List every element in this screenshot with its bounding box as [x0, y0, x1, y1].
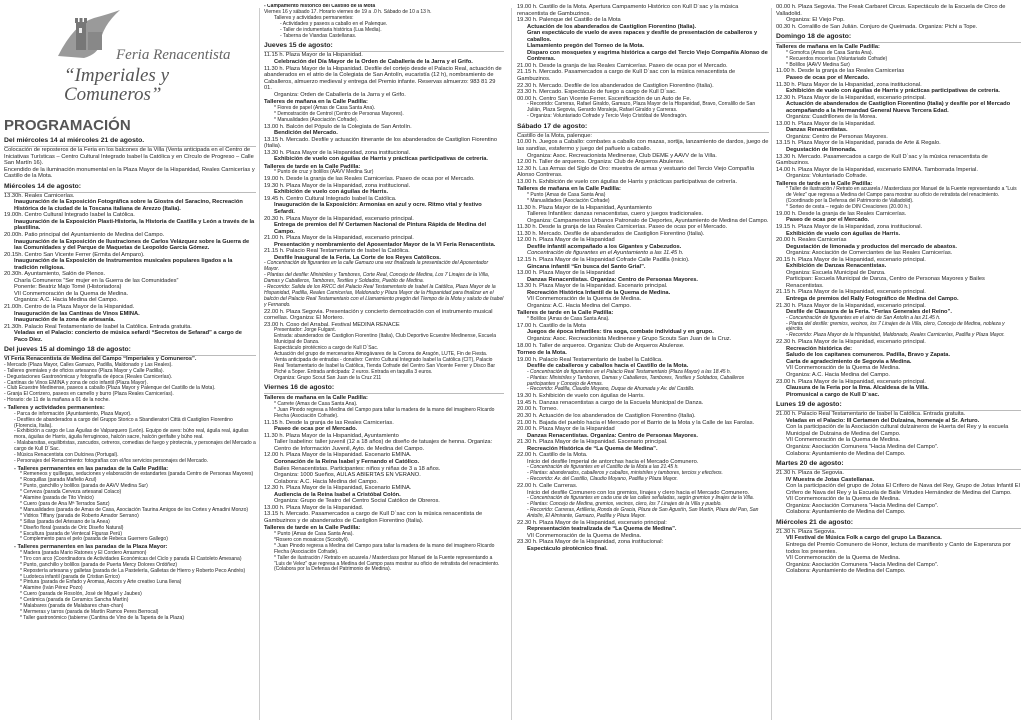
program-entry: 21.30 h. Plaza de Segovia.	[776, 470, 844, 477]
program-entry: 21.30 h. Plaza Mayor de la Hispanidad, escenario principal.	[776, 302, 926, 309]
program-entry: 22.00 h. Castillo de la Mota.	[517, 452, 588, 459]
program-entry: - Taberna de Viandas Castellanas.	[280, 32, 357, 39]
program-entry: 21.00 h. Palacio Real Testamentario de Isabel la Católica. Entrada gratuita.	[776, 411, 966, 418]
program-entry: Inauguración de la Exposición de Ilustraciones de Carlos Velázquez sobre la Guerra de las Comunidades y del Parque de Maquetas de Leopoldo García Gómez.	[14, 238, 250, 252]
program-entry: Colabora: Ayuntamiento de Medina del Campo.	[786, 509, 906, 516]
program-entry: * Vidrios Tiffany (parada de Roberto Amador Serrano)	[20, 512, 139, 519]
program-entry: - Plantas del desfile: Ministriles y Tambores, Corte Real, Concejo de Medina, Los 7 Linajes de la Villa, Damas y Caballeros, Tambores, Textiles y Soldados, Pueblo de Medina.	[264, 272, 490, 285]
program-entry: Gincana infantil “En busca del Santo Grial”.	[527, 263, 646, 270]
program-entry: Talleres de mañana en la Calle Padilla:	[264, 99, 368, 106]
program-entry: * Punto de cruz y bolillos (AAVV Medina Sur)	[274, 169, 374, 176]
program-title: PROGRAMACIÓN	[4, 117, 131, 134]
program-entry: Venta anticipada de entradas - donativo: Centro Cultural Integrado Isabel la Católica (CIT), Palacio Real Testamentario de Isabel la Católica, Tienda Cofrade del Centro San Vicente Ferrer y Disco Bar Piché a 5oper. Entrada anticipada: 2 euros. Entrada en taquilla 3 euros.	[274, 356, 496, 375]
program-entries	[264, 4, 504, 573]
program-entry: Bendición del Mercado.	[274, 130, 338, 137]
program-entry: * Madera (parada Mario Ratones y El Cordero Arrasmon)	[20, 549, 147, 556]
program-entry: Exhibición de Danzas Renacentistas.	[786, 263, 887, 270]
program-entry: - Concentración de figurantes en cada una de las calles señaladas, según gremios y linajes de la Villa.	[527, 495, 754, 502]
program-entry: * Juan Pinodo regresa a Medina del Campo para tallar la madera de la mano del imaginero Ricardo Flecha (Asociación Cofrade).	[274, 406, 495, 419]
program-entry: - Talleres permanentes en las paradas de la Calle Padilla:	[14, 465, 169, 472]
column-divider	[511, 8, 512, 720]
program-entry: Disparo con mosquetes y esgrima histórica a cargo del Tercio Viejo Compañía Alonso de Contreras.	[527, 49, 768, 63]
program-entry: - Recorrido: Plaza Mayor de la Hispanidad, Maldonado, Reales Carnicerías, Padilla y Plaza Mayor.	[786, 332, 1005, 339]
program-entry: Inauguración de las Cantinas de Vinos EMINA.	[14, 310, 140, 317]
program-entry: Talleres de tarde en la Calle Padilla:	[264, 525, 361, 532]
program-entry: 17.00 h. Castillo de la Mota	[517, 322, 586, 329]
program-entry: 22.00 h. Plaza Segovia. Presentación y concierto demostración con el instrumento musical cornellas. Organiza: El Mortero.	[264, 308, 493, 322]
program-entry: * Complemento para el pelo (parada de Rebeca Guerrero Gallego)	[20, 536, 168, 543]
program-entry: * Demostración de Centrol (Centro de Personas Mayores).	[274, 110, 404, 117]
program-entry: Talleres de tarde en la Calle Padilla:	[264, 163, 361, 170]
program-entry: 11.30 h. Desde la granja de las Reales Carnicerías. Paseo de ocas por el Mercado.	[517, 224, 728, 231]
program-entry: - Concentración de figurantes en el Palacio Real Testamentario (Plaza Mayor) a las 18.45 h.	[527, 368, 732, 375]
program-entry: VII Conmemoración de la Quema de Medina.	[786, 365, 901, 372]
program-entry: Talleres de mañana en la Calle Padilla:	[264, 395, 368, 402]
program-entry: 19.00 h. Palacio Real Testamentario de Isabel la Católica.	[517, 356, 663, 363]
fair-logo	[4, 4, 256, 112]
program-entry: - Planta del desfile: gremios, vecinos, los 7 Linajes de la Villa, clero, Concejo de Medina, nobleza y ejército.	[786, 320, 1005, 333]
program-entry: 11.15 h. Plaza Mayor de la Hispanidad.	[264, 52, 363, 59]
program-entry: Con la participación de la Asociación cultural dulzaineros de Huerta del Rey y la escuela Municipal de Dulzaina de Medina del Campo.	[786, 424, 1009, 437]
program-entry: 21.30 h. Plaza Segovia.	[776, 528, 837, 535]
program-entry: 22.00 h. Calle Carreras.	[517, 483, 578, 490]
program-entry: - Club Ecuestre Medinense, paseos a caballo (Plaza Mayor y Palenque del Castillo de la Mota).	[4, 385, 216, 392]
program-entry: - Parca de información (Ayuntamiento, Plaza Mayor).	[14, 410, 132, 417]
program-entry: * Taller de ilustración / Retrato en acuarela / Masterclass por Manuel de la Fuente representando a “Luis de Velez” que regresa a Medina del Campo para mostrar su oficio de retratista del renacimiento. (Coordinado por la Defensa del Patrimonio de Valladolid).	[786, 186, 1017, 205]
program-entry: 23.30 h. Mercado. Espectáculo de fuego a cargo de Kull D´sac.	[517, 89, 677, 96]
program-entry: Desfile de Clausura de la Feria. “Ferias Generales del Reino”.	[786, 309, 952, 316]
program-entry: Participan: Escuela Municipal de Danza, Centro de Personas Mayores y Bailes Renacentistas.	[786, 276, 985, 289]
program-entry: Entrega de premios del Rally Fotográfico de Medina del Campo.	[786, 296, 959, 303]
program-entry: Talleres de mañana en la Calle Padilla:	[776, 44, 880, 51]
program-entry: * Mermeras y tarros (parada de Martín Ramos Peres Berrocal)	[20, 608, 159, 615]
day-heading: Jueves 15 de agosto:	[264, 42, 504, 52]
program-entry: VII Conmemoración de la Quema de Medina.	[786, 496, 901, 503]
day-heading: Miércoles 14 de agosto:	[4, 183, 256, 193]
program-entry: Clausura de la Feria por la Ilma. Alcaldesa de la Villa.	[786, 385, 929, 392]
program-entry: 22.30 h. Plaza Mayor de la Hispanidad, escenario principal:	[517, 519, 667, 526]
program-entry: * Carrete (Amas de Casa Santa Ana).	[274, 400, 358, 407]
program-entry: Recreación Histórica Infantil de la Quema de Medina.	[527, 289, 671, 296]
program-entry: 19.00 h. Desde la granja de las Reales Carnicerías. Paseo de ocas por el Mercado.	[264, 176, 475, 183]
program-entry: * Punto (Amas de Casa Santa Ana).	[274, 530, 354, 537]
program-entry: Veladas en el Palacio: III Certamen del Dulzaina, homenaje al Sr. Arturo.	[786, 417, 980, 424]
program-entry: * Recuerdos mocerías (Voluntariado Cofrade)	[786, 55, 888, 62]
program-entry: - Recorrido: Av. del Castillo, Claudio Moyano, Padilla y Plaza Mayor.	[527, 476, 678, 483]
program-entry: * Cerveza (parada Cerveza artesanal Colaco)	[20, 489, 122, 496]
program-entry: - Talleres permanentes en las paradas de la Plaza Mayor:	[14, 544, 168, 551]
program-entry: * Ludoteca infantil (parada de Cristian Errico)	[20, 573, 120, 580]
program-entry: VII Conmemoración de la Quema de Medina.	[14, 290, 129, 297]
program-entry: Colabora: Ayuntamiento de Medina del Campo.	[786, 450, 906, 457]
program-entry: 13.00 h. Plaza Mayor de la Hispanidad.	[776, 120, 876, 127]
program-entry: Paseo de ocas por el Mercado.	[786, 217, 870, 224]
program-entry: 20.00 h. Reales Carnicerías	[776, 237, 847, 244]
column-divider	[771, 8, 772, 720]
program-entry: Actuación de abanderados de Castiglion Fiorentino (Italia) y desfile por el Mercado acompañando a la Hermandad General Nueva Tercera Edad.	[786, 101, 1011, 114]
program-entry: 19.00 h. Castillo de la Mota. Apertura Campamento Histórico con Kull D´sac y la música renacentista de Gambuzinos.	[517, 4, 739, 17]
program-entry: 23.30 h. Plaza Mayor de la Hispanidad, zona institucional:	[517, 539, 664, 546]
program-entry: VII Conmemoración de la Quema de Medina.	[786, 437, 901, 444]
program-entry: * Alamine (parada de Tito Vinicio)	[20, 495, 94, 502]
program-column-2	[264, 4, 504, 724]
program-entry: 11.30 h. Plaza Mayor de la Hispanidad, zona institucional.	[776, 81, 922, 88]
program-entry: 00.00 h. Plaza Segovia. The Freak Carbaret Circus. Espectáculo de la Escuela de Circo de Valladolid.	[776, 4, 1006, 17]
program-entry: - Música Renacentista con Dulcinea (Portugal).	[14, 452, 119, 459]
program-entry: - Exhibición a cargo de Las Águilas de Valparquero (León). Equipo de aves: búho real, águila real, águilas mora, águilas de Harris, águila ferruginoso, halcón sacre, halcón gerifalte y búho real.	[14, 428, 249, 441]
program-entry: Charla Comuneros “Ser mujer en la Guerra de las Comunidades”	[14, 277, 179, 284]
program-entry: Actuación del grupo de mercenarios Almogávares de la Corona de Aragón, LUTE, Fin de Fiesta.	[274, 350, 488, 357]
program-entry: Organiza: A.C. Hacia Medina del Campo.	[527, 302, 632, 309]
program-entry: - Talleres y actividades permanentes:	[4, 405, 105, 412]
program-entry: Talleres de tarde en la Calle Padilla:	[517, 310, 614, 317]
program-entry: 20.00h. Patio principal del Ayuntamiento de Medina del Campo.	[4, 232, 165, 239]
program-entry: Espectáculo pirotécnico a cargo de Kull D´Sac.	[274, 344, 379, 351]
program-entry: * Taller gastronómico (tabierne (Cantina de Vino de la Taperia de la Plaza)	[20, 614, 184, 621]
program-entry: Organiza: Cuadrillones de la Morea.	[786, 114, 878, 121]
program-entry: 00.30 h. Corralillo de San Julián. Conjuro de Queimada. Organiza: Pichi a Tope.	[776, 23, 978, 30]
program-entry: - Concentración de figurantes en el atrio de San Antolín a las 21.45 h.	[786, 314, 941, 321]
program-entry: - Concentración de figurantes en la calle Gamazo una vez finalizada la presentación del Aposentador Mayor.	[264, 260, 489, 273]
program-entry: Colabora: A.C. Hacia Medina del Campo.	[274, 478, 379, 485]
program-entry: Organiza: Escuela Municipal de Danza.	[786, 269, 886, 276]
program-entry: 22.30 h. Plaza Mayor de la Hispanidad, escenario principal.	[776, 339, 926, 346]
program-entry: Organiza: Grupo de Teatro del Centro Social Católico de Obreros.	[274, 498, 440, 505]
day-heading: Martes 20 de agosto:	[776, 460, 1021, 470]
program-entry: 13.30h. Reales Carnicerías.	[4, 192, 75, 199]
program-entry: - Recorrido: Carreras, Rafael Giraldo, Gamazo, Plaza Mayor de la Hispanidad, Bravo, Corralillo de San Julián, Plaza Segovia, Gerardo Moraleja, Rafael Giraldo y Carreras.	[527, 101, 756, 114]
program-entry: Organiza: Grupo Scout San Juan de la Cruz 211	[274, 374, 382, 381]
program-entry: - Concentración de figurantes en el Castillo de la Mota a las 21.45 h.	[527, 464, 679, 471]
program-entry: 21.00 h. Bajada del pueblo hacia el Mercado por el Barrio de la Mota y la Calle de las Farolas.	[517, 419, 755, 426]
program-entry: * Cerámica (parada de Ceramics Sancha Martín)	[20, 597, 129, 604]
program-entry: 20.00 h. Plaza Mayor de la Hispanidad	[517, 426, 615, 433]
program-entry: Organiza: Voluntariado Cofrade.	[786, 173, 868, 180]
program-entry: * Manualidades (parada de Amas de Casa, Asociación Taurina Amigos de los Cortes y Amadini Monzo)	[20, 506, 249, 513]
program-entry: Ponente: Beatriz Majo Tomé (Historiadora)	[14, 284, 122, 291]
program-entry: Colocación de reposteros de la Feria en los balcones de la Villa (Venta anticipada en el Centro de Iniciativas Turísticas – Centro Cultural Integrado Isabel la Católica y en Círculo de Progreso – Calle San Martín 16).	[4, 147, 254, 167]
program-entry: - Plantas: Concejo de Medina, gremios, vecinos, clero, los 7 Linajes de la Villa y pueblo.	[527, 501, 722, 508]
program-entry: * Manualidades (Asociación Cofrade).	[274, 116, 358, 123]
program-entry: Talleres Infantiles: danzas renacentistas, cuero y juegos tradicionales.	[527, 211, 704, 218]
program-entry: 23.00 h. Coso del Arrabal. Festival MEDINA RENACE	[264, 321, 400, 328]
program-entry: 20.30h. Ayuntamiento, Salón de Plenos.	[4, 271, 106, 278]
program-entry: * Sillas (parada del Artesano de la Anea)	[20, 518, 110, 525]
program-entry: - Plantas: abanderados, caballeros y caballos, ministriles y tambores, tercios y efectivos.	[527, 470, 723, 477]
program-entry: Organiza: Centro de Personas Mayores.	[786, 133, 888, 140]
program-entry: Organiza: A.C. Hacia Medina del Campo.	[14, 297, 119, 304]
program-entry: * Pintura (parada de Enfado y Aromas, Ascors y Arte creativo Luna Ilena)	[20, 579, 182, 586]
program-entry: Danzas Renacentistas. Organiza: Centro de Personas Mayores.	[527, 276, 698, 283]
program-entry: Degustación de limonada y productos del mercado de abastos.	[786, 243, 957, 250]
program-entry: 13.00 h. Plaza Mayor de la Hispanidad.	[264, 504, 364, 511]
program-entry: Exhibición de vuelo con águilas de Harris.	[786, 230, 901, 237]
program-entry: 13.00 h. Exhibición de vuelo con águilas de Harris y prácticas participativas de cetrería.	[517, 178, 738, 185]
program-entry: VI Feria Renacentista de Medina del Campo “Imperiales y Comuneros”.	[4, 356, 197, 363]
program-entry: * Tiro con arco (Coordinadora de Actividades Económicas del Ciclo y parada El Castoleto Amesana)	[20, 555, 242, 562]
program-entry: Llamamiento pregón del Torneo de la Mota.	[527, 43, 645, 50]
program-entry: Recreación Histórica de “La Quema de Medina”.	[527, 445, 658, 452]
program-entry: Organiza: Asoc. Recreacionista Medinense, Club DEME y AAVV de la Villa.	[527, 152, 717, 159]
program-entry: * Bolillos (Amas de Casa Santa Ana).	[527, 315, 610, 322]
program-entry: Organiza: Campamentos Urbanos Patronato de Deportes, Ayuntamiento de Medina del Campo.	[527, 217, 769, 224]
program-entry: 21.00h. Centro de la Plaza Mayor de la Hispanidad.	[4, 304, 135, 311]
program-entry: Gran espectáculo de vuelo de aves rapaces y desfile de presentación de caballeros y caballos.	[527, 30, 758, 43]
program-entry: 20.15h. Centro San Vicente Ferrer (Ermita del Amparo).	[4, 251, 145, 258]
program-entry: Castillo de la Mota, palenque:	[517, 132, 592, 139]
program-entry: Actuación de los abanderados de Castiglion Fiorentino (Italia).	[527, 23, 697, 30]
program-entry: 12.00 h. Plaza Mayor de la Hispanidad	[517, 237, 615, 244]
day-heading: Sábado 17 de agosto:	[517, 123, 769, 133]
program-entries	[4, 137, 256, 622]
program-entry: 12.30 h. Las Armas del Siglo de Oro: muestra de armas y vestuario del Tercio Viejo Compañía Alonso Contreras.	[517, 165, 755, 179]
program-entry: Viernes 16 y sábado 17. Horario viernes de 19 a .0 h. Sábado de 10 a 13 h.	[264, 8, 432, 15]
program-entry: Coronación de la Reina Isabel y Fernando el Católico.	[274, 458, 420, 465]
program-entry: 14.00 h. Plaza Mayor de la Hispanidad, escenario EMINA. Tamborrada Imperial.	[776, 166, 978, 173]
program-entry: Piromusical a cargo de Kull D´sac.	[786, 391, 880, 398]
program-entry: * Malabares (parada de Malabares chan-chan)	[20, 603, 124, 610]
program-entry: Inauguración de la Exposición Plasti-Historia, la Historia de Castilla y León a través de la plastilina.	[14, 218, 255, 232]
program-entry: 12.15 h. Plaza Mayor de la Hispanidad Cofrade Calle Padilla (inicio).	[517, 257, 690, 264]
program-entry: - Cantinas de Vinos EMINA y zona de ocio infantil (Plaza Mayor).	[4, 379, 148, 386]
day-heading: Del miércoles 14 al miércoles 21 de agosto.	[4, 137, 256, 147]
program-entry: Bailes Renacentistas. Participantes: niños y niñas de 3 a 18 años.	[274, 465, 441, 472]
program-entry: Entrega del Premio Comunero de Honor, lectura de manifiesto y Canto de Esperanza por todos los presentes.	[786, 541, 1011, 555]
program-entry: 13.30 h. Plaza Mayor de la Hispanidad, zona institucional.	[264, 149, 411, 156]
program-entry: Exhibición de vuelo con águilas de Harris.	[274, 189, 389, 196]
program-entry: 10.00 h. Juegos a Caballo: combates a caballo con mazas, sortija, lanzamiento de dardos, juego de las sandías, estafermo y juego del pañuelo a caballo.	[517, 139, 769, 153]
program-entry: Desfile Inaugural de la Feria. La Corte de los Reyes Católicos.	[274, 254, 441, 261]
program-entry: * Alamine (Iván Pérez Pozo)	[20, 585, 83, 592]
program-entry: - Talleres gremiales y de oficios artesanos (Plaza Mayor y Calle Padilla).	[4, 367, 164, 374]
program-entry: 13.15 h. Mercado. Desfile y actuación itinerante de los abanderados de Castiglion Fiorentino (Italia).	[264, 136, 498, 150]
program-entry: 13.15 h. Plaza Mayor de la Hispanidad, parada de Arte & Regalo.	[776, 140, 941, 147]
program-entry: 19.30 h. Plaza Mayor de la Hispanidad, zona institucional.	[264, 182, 411, 189]
program-entry: Presentador: Jorge Fulgant.	[274, 327, 336, 334]
program-entry: 21.15 h. Plaza Mayor de la Hispanidad, escenario principal.	[776, 289, 926, 296]
program-entry: Inauguración de la Exposición: Armonías en azul y ocre. Ritmo vital y festivo Sefardí.	[274, 202, 482, 215]
program-entry: Desfile infantil acompañado a los Gigantes y Cabezudos.	[527, 243, 682, 250]
program-entry: 13.15 h. Mercado. Pasamercados a cargo de Kull D´sac con la música renacentista de Gambuzinos y de abanderados de Castiglion Fiorentino (Italia).	[264, 511, 483, 524]
program-entry: - Recorrido: Padilla, Claudio Moyano, Duque de Ahumada y Av. del Castillo.	[527, 386, 695, 393]
program-entry: 12.00 h. Plaza Mayor de la Hispanidad. Escenario EMINA.	[264, 452, 412, 459]
program-entry: Degustación de limonada.	[786, 147, 857, 154]
program-entry: * Cuero (parada de Rosolón, José de Miguel y Jaubes)	[20, 591, 142, 598]
program-entry: 13.30 h. Plaza Mayor de la Hispanidad. Escenario principal.	[517, 283, 668, 290]
program-entry: * Manualidades (Asociación Cofrade)	[527, 197, 610, 204]
program-entry: Talleres de mañana en la Calle Padilla:	[517, 186, 621, 193]
program-entries	[776, 4, 1021, 575]
program-entry: Con la participación del grupo de Jotas El Crifero de Nava del Rey, Grupo de Jotas Infantil El Crifero de Nava del Rey y la Escuela de Baile Virtudes Hernández de Medina del Campo.	[786, 483, 1020, 496]
program-entry: - Mercado (Plaza Mayor, Calles Gamazo, Padilla, Maldonado y Las Reales).	[4, 361, 173, 368]
program-entry: Inicio del desfile Imperial de antorchas hacia el Mercado Comunero.	[527, 458, 699, 465]
program-entry: 12.00 h. Taller de arqueros. Organiza: Club de Arqueros Abulense.	[517, 159, 685, 166]
column-divider	[259, 8, 260, 720]
program-column-1	[4, 4, 256, 724]
program-entry: Organiza: Orden de Caballería de la Jarra y el Grifo.	[274, 91, 406, 98]
program-entry: Juegos de época infantiles: tira soga, combate individual y en grupo.	[527, 329, 714, 336]
program-entry: Colabora: Ayuntamiento de Medina del Campo.	[786, 568, 906, 575]
program-column-4	[776, 4, 1021, 724]
program-entry: VII Conmemoración de la Quema de Medina.	[527, 532, 642, 539]
program-entry: 21.30h. Palacio Real Testamentario de Isabel la Católica. Entrada gratuita.	[4, 323, 192, 330]
program-entry: VII Festival de Música Folk a cargo del grupo La Bazanca.	[786, 535, 942, 542]
program-entry: Organiza: Asociación Comunera “Hacia Medina del Campo”.	[786, 561, 939, 568]
program-entry: - Malabarsitas, equilibristas, zancudos, cetreros, comedias de fuego y pirotecnia, y personajes del Mercado a cargo de Kull D´Sac.	[14, 440, 256, 453]
program-entry: Paseo de ocas por el Mercado.	[786, 75, 870, 81]
program-entry: Danzas Renacentistas.	[786, 127, 848, 134]
program-entry: 22.30 h. Mercado. Desfile de los abanderados de Castiglion Fiorentino (Italia).	[517, 82, 714, 89]
program-column-3	[517, 4, 769, 724]
program-entry: * Diseño floral (parada de Oric Diseño Natural)	[20, 524, 124, 531]
day-heading: Lunes 19 de agosto:	[776, 401, 1021, 411]
program-entry: Recreación histórica de:	[786, 345, 853, 352]
program-entry: Saludo de los capitanes comuneros. Padilla, Bravo y Zapata.	[786, 352, 951, 359]
program-entry: 19.00 h. Desde la granja de las Reales Carnicerías.	[776, 210, 907, 217]
program-entry: 11.30 h. Mercado. Desfile de abanderados de Castiglion Fiorentino (Italia).	[517, 230, 705, 237]
program-entry: 11.15 h. Desde la granja de las Reales Carnicerías.	[264, 419, 394, 426]
program-entry: 19.30 h. Exhibición de vuelo con águilas de Harris.	[517, 393, 645, 400]
program-entry: * Remeneos y quíllegas, seduciones y elaboración de estandartes (parada Centro de Personas Mayores)	[20, 471, 254, 478]
program-entry: - Plantas: Ministriles y Tambores, Damas y Caballeros, Tambores, Textiles y Soldados, Caballeros participantes y Concejo de Armas.	[527, 374, 745, 387]
program-entry: - Organiza: Voluntariado Cofrade y Tercio Viejo Cristóbal de Mondragón.	[527, 113, 688, 120]
program-entry: Organiza: 1000 Sueños, AULAS ABIERTAS EN VERANO.	[274, 472, 421, 479]
program-entry: Inicio del desfile Comunero con los gremios, linajes y clero hacia el Mercado Comunero.	[527, 489, 750, 496]
program-entry: Organiza: El Viejo Pop.	[786, 17, 845, 24]
program-entry: Celebración del Día Mayor de la Orden de Caballería de la Jarra y el Grifo.	[274, 58, 473, 65]
program-entry: - Recorrido: Carreras, Artilleria, Ronda de Gracia, Plaza de San Agustín, San Martín, Plaza del Pan, San Antolín, El Almirante, Gamazo, Padilla y Plaza Mayor.	[527, 506, 759, 519]
program-entry: Desfile de caballeros y caballos hacia el Castillo de la Mota.	[527, 363, 689, 370]
program-entry: Organiza: Asociación Comunera “Hacia Medina del Campo”.	[786, 502, 939, 509]
program-entry: Talleres y actividades permanentes:	[274, 14, 354, 21]
program-entry: Entrega de premios del IV Certamen Nacional de Pintura Rápida de Medina del Campo.	[274, 222, 487, 235]
program-entry: - Actividades y paseos a caballo en el Palenque.	[280, 20, 388, 27]
program-entry: 21.30 h. Plaza Mayor de la Hispanidad. Escenario principal.	[517, 439, 668, 446]
program-entry: - Campamento histórico del Castillo de la Mota	[264, 4, 376, 9]
program-entry: Organiza: Asoc. Recreacionista Medinense y Grupo Scouts San Juan de la Cruz.	[527, 335, 732, 342]
program-entry: 20.15 h. Plaza Mayor de la Hispanidad, escenario principal.	[776, 256, 926, 263]
program-entry: Entrada: abanderados de Castiglion Fiorentino (Italia), Club Deportivo Ecuestre Medinense, Escuela Municipal de Danza.	[274, 333, 497, 346]
program-entry: 18.00 h. Taller de arqueros. Organiza: Club de Arqueros Abulense.	[517, 342, 685, 349]
program-entry: Inauguración de la zona de artesanía.	[14, 317, 116, 324]
logo-line-1: Feria Renacentista	[116, 47, 231, 63]
program-entry: Encendido de la iluminación monumental en la Plaza Mayor de la Hispanidad, Reales Carnicerías y Castillo de la Mota.	[4, 166, 255, 180]
program-entry: * Juan Pinodo regresa a Medina del Campo para tallar la madera de la mano del imaginero Ricardo Flecha (Asociación Cofrade).	[274, 542, 495, 555]
program-entry: - Granja El Corrizero, paseos en camello y burro (Plaza Reales Carnicerías).	[4, 391, 174, 398]
program-entry: Veladas en el Palacio: concierto de música sefardí “Secretos de Sefarad” a cargo de Paco Díez.	[14, 330, 242, 343]
logo-line-2: “Imperiales y Comuneros”	[64, 65, 170, 105]
program-entry: 19.30 h. Palenque del Castillo de la Mota	[517, 17, 621, 24]
program-entry: 19.45 h. Danzas renacentistas a cargo de la Escuela Municipal de Danza.	[517, 399, 704, 406]
program-entry: * Punto, ganchillo y bolillos (parada de Puerta Mercy Dolores Ordóñez)	[20, 561, 178, 568]
program-entry: 19.00h. Centro Cultural Integrado Isabel la Católica.	[4, 212, 135, 219]
program-entry: 11.00 h. Desde la granja de las Reales Carnicerías	[776, 68, 905, 75]
program-entry: - Desfiles de abanderados a cargo del Gruppo Storico a Sbandieratori Città di Castiglion Fiorentino (Florencia, Italia).	[14, 416, 233, 429]
program-entry: 11.30 h. Plaza Mayor de la Hispanidad, Ayuntamiento	[517, 204, 652, 211]
program-entry: Organiza: Asociación de Comerciantes de las Reales Carnicerías.	[786, 250, 953, 257]
program-entry: 21.15 h. Mercado. Pasamercados a cargo de Kull D´sac con la música renacentista de Gambuzinos.	[517, 69, 736, 83]
program-entry: *Rosero con mosaicos (Scoobyli).	[274, 536, 350, 543]
program-entry: VII Conmemoración de la Quema de Medina.	[527, 296, 642, 303]
program-entry: * Punto, ganchillo y bolillos (parada de AAVV Medina Sur)	[20, 483, 148, 490]
program-entry: Taller Isabelino: taller juvenil (12 a 18 años) de diseño de tatuajes de henna. Organiza: Centro de Información Juvenil, Ayto. de Medina del Campo.	[274, 439, 493, 452]
day-heading: Del jueves 15 al domingo 18 de agosto:	[4, 346, 256, 356]
program-entry: - Recorrido: Salida de los RRCC del Palacio Real Testamentario de Isabel la Católica, Plaza Mayor de la Hispanidad, Padilla, Reales Carnicerías, Maldonado y Plaza Mayor de la Hispanidad para finalizar en el balcón del Palacio Real Testamentario con el Llamamiento pregón del Tiempo de la Mota y saludo de Isabel y Fernando.	[264, 284, 504, 308]
program-entry: 11.30 h. Plaza Mayor de la Hispanidad, Ayuntamiento	[264, 432, 399, 439]
program-entry: Talleres de tarde en la Calle Padilla:	[776, 180, 873, 187]
program-entry: Inauguración de la Exposición de Instrumentos musicales populares ligados a la tradición religiosa.	[14, 258, 233, 271]
day-heading: Miércoles 21 de agosto:	[776, 519, 1021, 529]
day-heading: Viernes 16 de agosto:	[264, 384, 504, 394]
program-entry: * Rosquillas (parada Mañelio Azul)	[20, 477, 97, 484]
program-entry: - Taller de indumentaria histórica (Lua Media).	[280, 26, 382, 33]
program-entry: Presentación y nombramiento del Aposentador Mayor de la VI Feria Renacentista.	[274, 241, 496, 248]
program-entry: Danzas Renacentistas. Organiza: Centro de Personas Mayores.	[527, 432, 698, 439]
program-entry: 00.00 h. Centro San Vicente Ferrer. Escenificación de un Auto de Fe.	[517, 95, 692, 102]
program-entry: * Cuero (para de Ana Mª Terrados Sanz)	[20, 500, 110, 507]
program-entry: Exhibición de vuelo con águilas de Harris y prácticas participativas de cetrería.	[274, 156, 488, 163]
program-entry: 21.15 h. Palacio Real Testamentario de Isabel la Católica.	[264, 248, 410, 255]
program-entry: 12.30 h. Plaza Mayor de la Hispanidad, Escenario EMINA.	[264, 485, 412, 492]
program-entry: Representación teatralizada de “La Quema de Medina”.	[527, 526, 677, 533]
program-entry: 20.30 h. Plaza Mayor de la Hispanidad, escenario principal.	[264, 215, 414, 222]
program-entry: VII Conmemoración de la Quema de Medina.	[786, 555, 901, 562]
program-entry: Organiza: Asociación Comunera “Hacia Medina del Campo”.	[786, 443, 939, 450]
program-entry: - Degustaciones Gastronómicas y fotografía de época (Reales Carnicerías).	[4, 373, 173, 380]
program-entry: - Personajes del Renacimiento: fotografías con el/los servicios personajes del Mercado.	[14, 458, 208, 464]
program-entry: Exhibición de vuelo con águilas de Harris y prácticas participativas de cetrería.	[786, 88, 1000, 95]
program-entry: * Taller de ilustración / Retrato en acuarela / Masterclass por Manuel de la Fuente representando a “Luis de Velez” que regresa a Medina del Campo para mostrar su oficio de retratista del renacimiento. (Colabora por la Defensa del Patrimonio de Medina).	[274, 554, 500, 573]
program-entry: * Repostería artesana y galletas (parada de La Pastelería, Galletas de Hierro y Roberto Peco Andrés)	[20, 567, 246, 574]
castle-icon	[54, 4, 124, 62]
program-entry: 13.00 h. Plaza Mayor de la Hispanidad	[517, 270, 615, 277]
program-entries	[517, 4, 769, 553]
program-entry: 12.30 h. Plaza Mayor de la Hispanidad, escenario principal.	[776, 94, 926, 101]
program-entry: IV Muestra de Jotas Castellanas.	[786, 476, 875, 483]
program-entry: 21.00 h. Desde la granja de las Reales Carnicerías. Paseo de ocas por el Mercado.	[517, 62, 728, 69]
program-entry: - Horario: de 11 de la mañana a 01 de la noche.	[4, 397, 110, 404]
program-entry: Organiza: A.C. Hacia Medina del Campo.	[786, 372, 891, 379]
program-entry: 13.30 h. Mercado. Pasamercados a cargo de Kull D´sac y la música renacentista de Gambuzinos.	[776, 153, 988, 167]
program-entry: 19.45 h. Centro Cultural Integrado Isabel la Católica.	[264, 195, 397, 202]
program-entry: * Fiores de papel (Amas de Casa Santa Ana).	[274, 104, 376, 111]
day-heading: Domingo 18 de agosto:	[776, 33, 1021, 43]
program-entry: 13.00 h. Balcón del Pópulo de la Colegiata de San Antolín.	[264, 123, 412, 130]
program-entry: * Bolillos (AAVV Medina Sur)	[786, 61, 850, 68]
program-entry: 21.00 h. Plaza Mayor de la Hispanidad, escenario principal.	[264, 235, 414, 242]
program-entry: Torneo de la Mota.	[517, 350, 567, 357]
program-entry: * Escultura (parada de Ventecal Figuras Perú)	[20, 530, 122, 537]
program-entry: 23.00 h. Plaza Mayor de la Hispanidad, escenario principal.	[776, 378, 926, 385]
program-entry: Audiencia de la Reina Isabel a Cristóbal Colón.	[274, 491, 401, 498]
program-entry: 11.30 h. Plaza Mayor de la Hispanidad. Desfile del cortejo desde el Palacio Real, actuación de abanderados en el atrio de la Colegiata de San Antolín, eucaristía (12 h), nombramiento de Caballeros, almuerzo medieval y entrega del Premio infante. Reservas almuerzo: 983 81 29 01.	[264, 65, 502, 92]
program-entry: 19.15 h. Plaza Mayor de la Hispanidad, zona institucional.	[776, 224, 923, 231]
program-entry: * Punto (Amas de Casa Santa Ana)	[527, 191, 606, 198]
program-entry: Paseo de ocas por el Mercado.	[274, 426, 358, 433]
program-entry: 20.00 h. Torneo.	[517, 406, 559, 413]
program-entry: * Gomofca (Amas de Casa Santa Ana).	[786, 49, 873, 56]
program-entry: Carta de agradecimiento de Segovia a Medina.	[786, 358, 912, 365]
program-entry: * Sorteo de cesta – regalo de DIN Creaciones (20.00 h.)	[786, 204, 911, 211]
program-entry: Inauguración de la Exposición Fotográfica sobre la Giostra del Saracino, Recreación Histórica de la ciudad de la Toscana italiana de Arezzo (Italia).	[14, 199, 243, 212]
program-entry: 20.30 h. Actuación de los abanderados de Castiglion Fiorentino (Italia).	[517, 412, 696, 419]
program-entry: Concentración de figurantes en el Ayuntamiento a las 11.45 h.	[527, 250, 684, 257]
program-entry: Espectáculo pirotécnico final.	[527, 545, 608, 552]
